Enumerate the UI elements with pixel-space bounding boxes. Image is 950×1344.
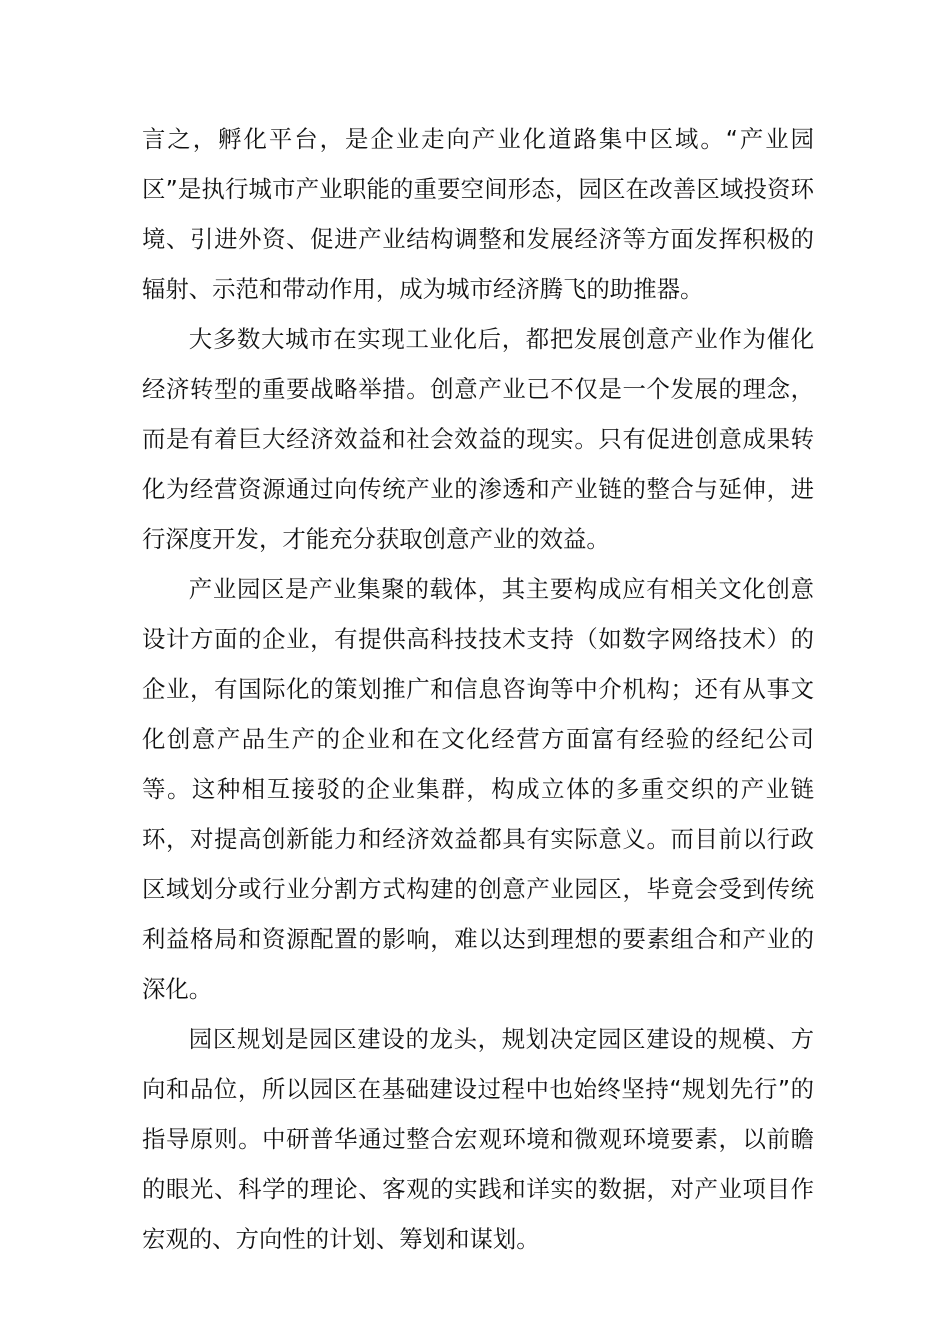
paragraph-2: 大多数大城市在实现工业化后，都把发展创意产业作为催化经济转型的重要战略举措。创意产业已不仅是一个发展的理念，而是有着巨大经济效益和社会效益的现实。只有促进创意成果转化为经营资源通过向传统产业的渗透和产业链的整合与延伸，进行深度开发，才能充分获取创意产业的效益。	[142, 325, 814, 553]
paragraph-1: 言之，孵化平台，是企业走向产业化道路集中区域。“产业园区”是执行城市产业职能的重要空间形态，园区在改善区域投资环境、引进外资、促进产业结构调整和发展经济等方面发挥积极的辐射、示范和带动作用，成为城市经济腾飞的助推器。	[142, 125, 814, 303]
paragraph-3: 产业园区是产业集聚的载体，其主要构成应有相关文化创意设计方面的企业，有提供高科技技术支持（如数字网络技术）的企业，有国际化的策划推广和信息咨询等中介机构；还有从事文化创意产品生产的企业和在文化经营方面富有经验的经纪公司等。这种相互接驳的企业集群，构成立体的多重交织的产业链环，对提高创新能力和经济效益都具有实际意义。而目前以行政区域划分或行业分割方式构建的创意产业园区，毕竟会受到传统利益格局和资源配置的影响，难以达到理想的要素组合和产业的深化。	[142, 575, 814, 1003]
document-body	[142, 114, 814, 1264]
paragraph-4: 园区规划是园区建设的龙头，规划决定园区建设的规模、方向和品位，所以园区在基础建设过程中也始终坚持“规划先行”的指导原则。中研普华通过整合宏观环境和微观环境要素，以前瞻的眼光、科学的理论、客观的实践和详实的数据，对产业项目作宏观的、方向性的计划、筹划和谋划。	[142, 1025, 814, 1253]
